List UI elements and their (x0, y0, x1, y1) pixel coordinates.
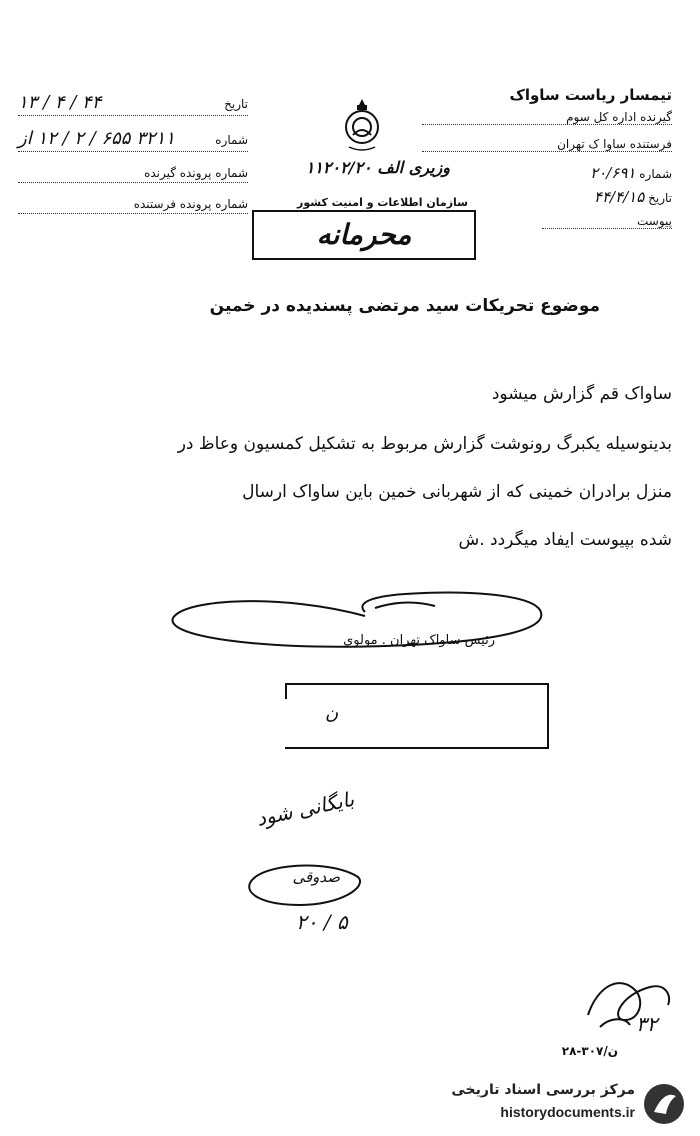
bottom-ref-number: ن/۳۰۷-۲۸ (561, 1044, 618, 1058)
classified-stamp-text: محرمانه (316, 218, 412, 251)
header-date-value: ۴۴/۴/۱۵ (593, 188, 645, 206)
header-receiver: گیرنده اداره کل سوم (422, 110, 672, 125)
body-line-1: بدینوسیله یکبرگ رونوشت گزارش مربوط به تشکیل کمسیون وعاظ در (177, 434, 672, 454)
left-file-recipient: شماره پرونده گیرنده (18, 166, 248, 183)
bottom-handwriting: ۳۲ (636, 1012, 658, 1036)
note-box-text: ن (325, 703, 339, 724)
left-date-row (18, 92, 248, 116)
header-number-label: شماره (639, 167, 672, 181)
header-number-row (422, 164, 672, 182)
body-text (42, 434, 672, 578)
left-number-row (18, 128, 248, 152)
left-number-value: ۳۲۱۱ ۶۵۵ / ۲ / ۱۲ از (18, 128, 175, 149)
initials-text: صدوقی (292, 868, 340, 886)
header-attachment: پیوست (542, 214, 672, 229)
body-line-3: شده بپیوست ایفاد میگردد .ش (458, 530, 672, 550)
header-date-number-block (18, 92, 248, 214)
archive-name: مرکز بررسی اسناد تاریخی (451, 1082, 635, 1098)
org-ministry-line (290, 158, 450, 177)
org-line-2: الف ۱۱۲۰۲/۲۰ (305, 158, 404, 177)
left-date-label: تاریخ (224, 97, 248, 111)
body-line-2: منزل برادران خمینی که از شهربانی خمین باین ساواک ارسال (242, 482, 672, 502)
signature-caption: رئیس ساواک تهران . مولوی (343, 633, 495, 648)
archive-logo-icon (642, 1082, 686, 1126)
header-number-value: ۲۰/۶۹۱ (590, 164, 636, 182)
classified-stamp (252, 210, 476, 260)
note-box (285, 683, 549, 749)
left-number-label: شماره (215, 133, 248, 147)
lion-and-sun-emblem-icon (335, 95, 390, 155)
bottom-signature-icon (580, 965, 680, 1035)
header-date-label: تاریخ (648, 191, 672, 205)
lower-number: ۲۰ / ۵ (296, 910, 348, 934)
header-sender: فرستنده ساوا ک تهران (422, 137, 672, 152)
archive-note: بایگانی شود (254, 786, 357, 831)
subject-line: موضوع تحریکات سید مرتضی پسندیده در خمین (209, 296, 600, 316)
left-file-sender: شماره پرونده فرستنده (18, 197, 248, 214)
org-line-1: وزیری (408, 158, 450, 177)
left-date-value: ۴۴ / ۴ / ۱۳ (18, 92, 102, 113)
archive-url: historydocuments.ir (500, 1104, 635, 1120)
archive-watermark (410, 1080, 690, 1128)
salutation: ساواک قم گزارش میشود (491, 384, 672, 404)
header-addressee: تیمسار ریاست ساواک (509, 86, 672, 104)
org-name-line: سازمان اطلاعات و امنیت کشور (297, 196, 468, 209)
